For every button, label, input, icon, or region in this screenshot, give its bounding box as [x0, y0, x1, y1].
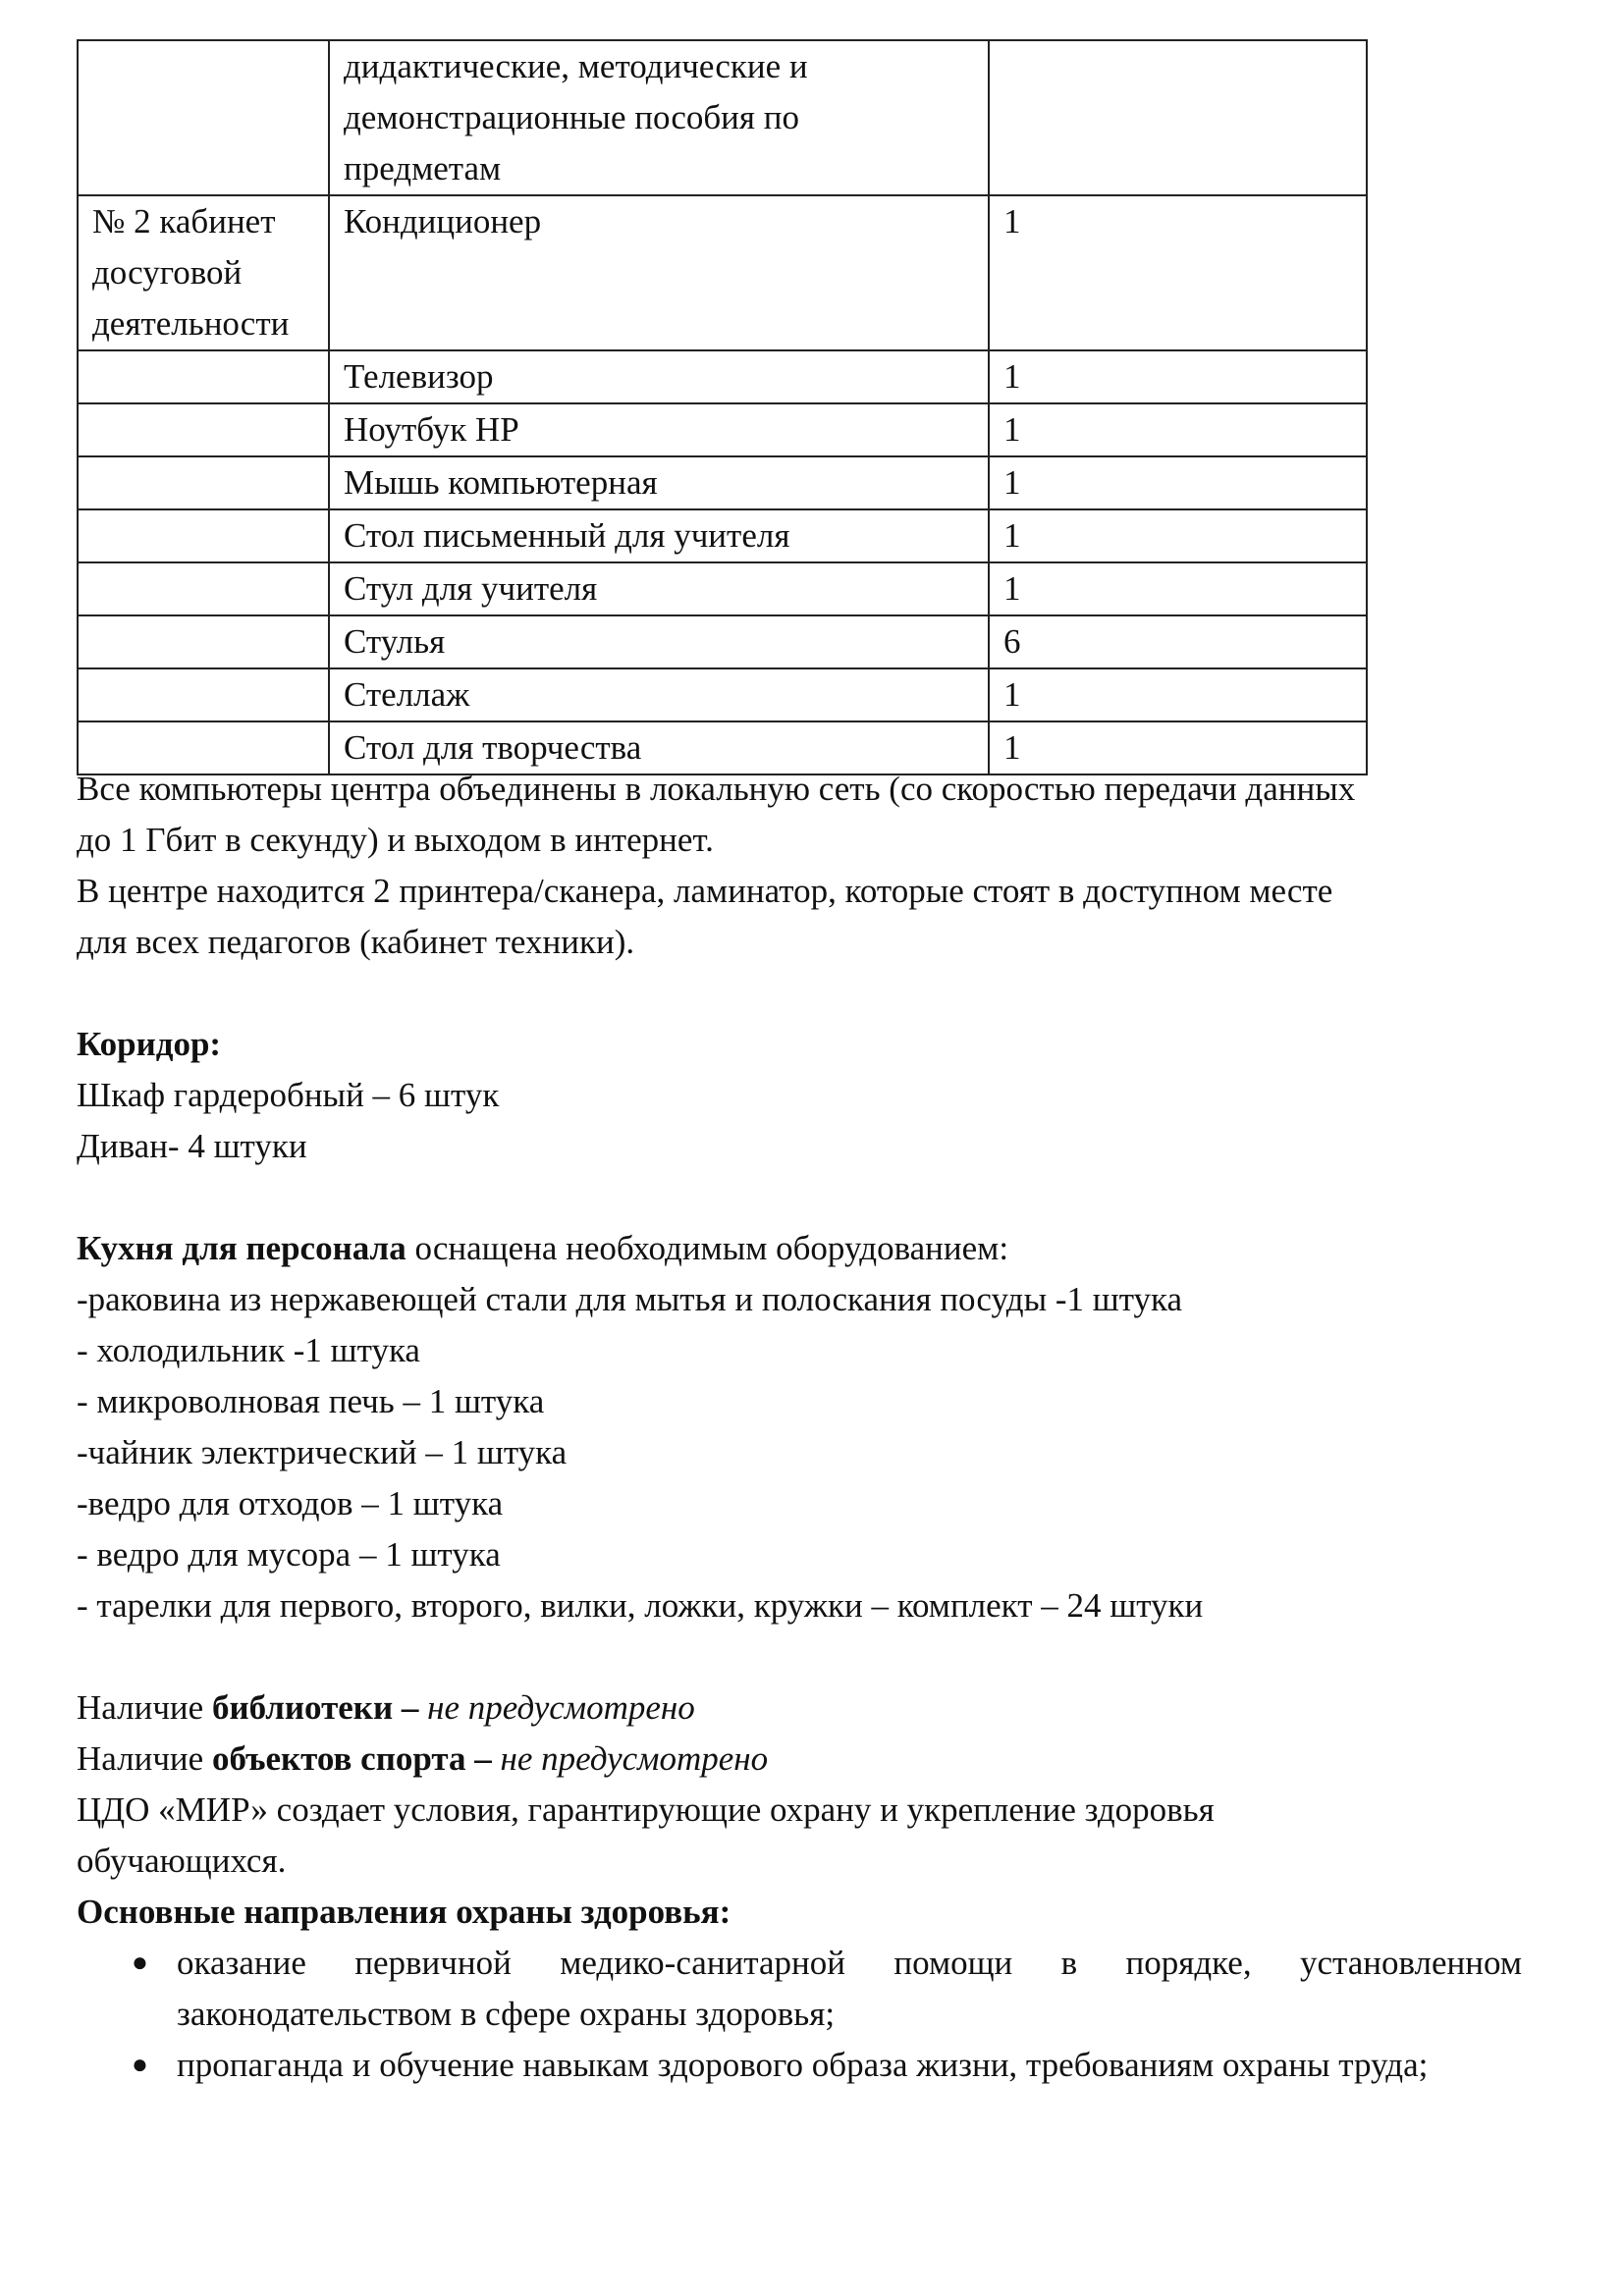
room-cell: [78, 668, 329, 721]
corridor-heading: Коридор:: [77, 1025, 222, 1063]
room-cell: [78, 403, 329, 456]
table-row: [78, 562, 1367, 615]
item-cell: Стеллаж: [329, 668, 989, 721]
qty-cell: 1: [989, 562, 1367, 615]
equipment-table: [77, 39, 1368, 775]
network-paragraph-line: до 1 Гбит в секунду) и выходом в интернет.: [77, 821, 714, 859]
printers-paragraph-line: для всех педагогов (кабинет техники).: [77, 923, 635, 961]
health-paragraph-line: обучающихся.: [77, 1842, 287, 1880]
table-row: [78, 403, 1367, 456]
item-cell: Стулья: [329, 615, 989, 668]
qty-cell: 1: [989, 403, 1367, 456]
kitchen-item: - ведро для мусора – 1 штука: [77, 1535, 501, 1574]
library-line: Наличие библиотеки – не предусмотрено: [77, 1688, 695, 1727]
network-paragraph-line: Все компьютеры центра объединены в локальную сеть (со скоростью передачи данных: [77, 770, 1356, 808]
kitchen-item: - тарелки для первого, второго, вилки, ложки, кружки – комплект – 24 штуки: [77, 1586, 1204, 1625]
health-heading: Основные направления охраны здоровья:: [77, 1893, 731, 1931]
item-cell: Кондиционер: [329, 195, 989, 350]
sport-line: Наличие объектов спорта – не предусмотрено: [77, 1739, 769, 1778]
table-row: [78, 456, 1367, 509]
qty-cell: [989, 40, 1367, 195]
health-bullet-list: [77, 1938, 1522, 2091]
table-row: [78, 509, 1367, 562]
room-cell: [78, 615, 329, 668]
kitchen-heading: Кухня для персонала оснащена необходимым оборудованием:: [77, 1229, 1009, 1267]
room-cell: [78, 40, 329, 195]
table-row: [78, 615, 1367, 668]
qty-cell: 1: [989, 456, 1367, 509]
kitchen-item: -ведро для отходов – 1 штука: [77, 1484, 504, 1522]
kitchen-item: -раковина из нержавеющей стали для мытья и полоскания посуды -1 штука: [77, 1280, 1183, 1318]
body-text: [77, 764, 1520, 1938]
table-row: [78, 40, 1367, 195]
corridor-item: Диван- 4 штуки: [77, 1127, 307, 1165]
table-row: [78, 350, 1367, 403]
kitchen-item: - холодильник -1 штука: [77, 1331, 420, 1369]
kitchen-item: - микроволновая печь – 1 штука: [77, 1382, 545, 1420]
table-row: [78, 195, 1367, 350]
printers-paragraph-line: В центре находится 2 принтера/сканера, ламинатор, которые стоят в доступном месте: [77, 872, 1333, 910]
qty-cell: 1: [989, 509, 1367, 562]
item-cell: дидактические, методические и демонстрационные пособия по предметам: [329, 40, 989, 195]
table-row: [78, 668, 1367, 721]
room-cell: [78, 562, 329, 615]
room-cell: [78, 509, 329, 562]
item-cell: Мышь компьютерная: [329, 456, 989, 509]
qty-cell: 1: [989, 350, 1367, 403]
health-paragraph-line: ЦДО «МИР» создает условия, гарантирующие охрану и укрепление здоровья: [77, 1790, 1215, 1829]
list-item: ● оказание первичной медико-санитарной помощи в порядке, установленном законодательством в сфере охраны здоровья;: [77, 1938, 1522, 2040]
item-cell: Телевизор: [329, 350, 989, 403]
bullet-icon: ●: [132, 2050, 148, 2080]
qty-cell: 1: [989, 721, 1367, 774]
kitchen-item: -чайник электрический – 1 штука: [77, 1433, 568, 1471]
room-cell: [78, 456, 329, 509]
item-cell: Стол письменный для учителя: [329, 509, 989, 562]
qty-cell: 1: [989, 195, 1367, 350]
item-cell: Стол для творчества: [329, 721, 989, 774]
room-cell: [78, 350, 329, 403]
list-item: ● пропаганда и обучение навыкам здорового образа жизни, требованиям охраны труда;: [77, 2040, 1522, 2091]
qty-cell: 6: [989, 615, 1367, 668]
corridor-item: Шкаф гардеробный – 6 штук: [77, 1076, 500, 1114]
item-cell: Стул для учителя: [329, 562, 989, 615]
bullet-icon: ●: [132, 1948, 148, 1978]
qty-cell: 1: [989, 668, 1367, 721]
room-cell: № 2 кабинет досуговой деятельности: [78, 195, 329, 350]
item-cell: Ноутбук HP: [329, 403, 989, 456]
